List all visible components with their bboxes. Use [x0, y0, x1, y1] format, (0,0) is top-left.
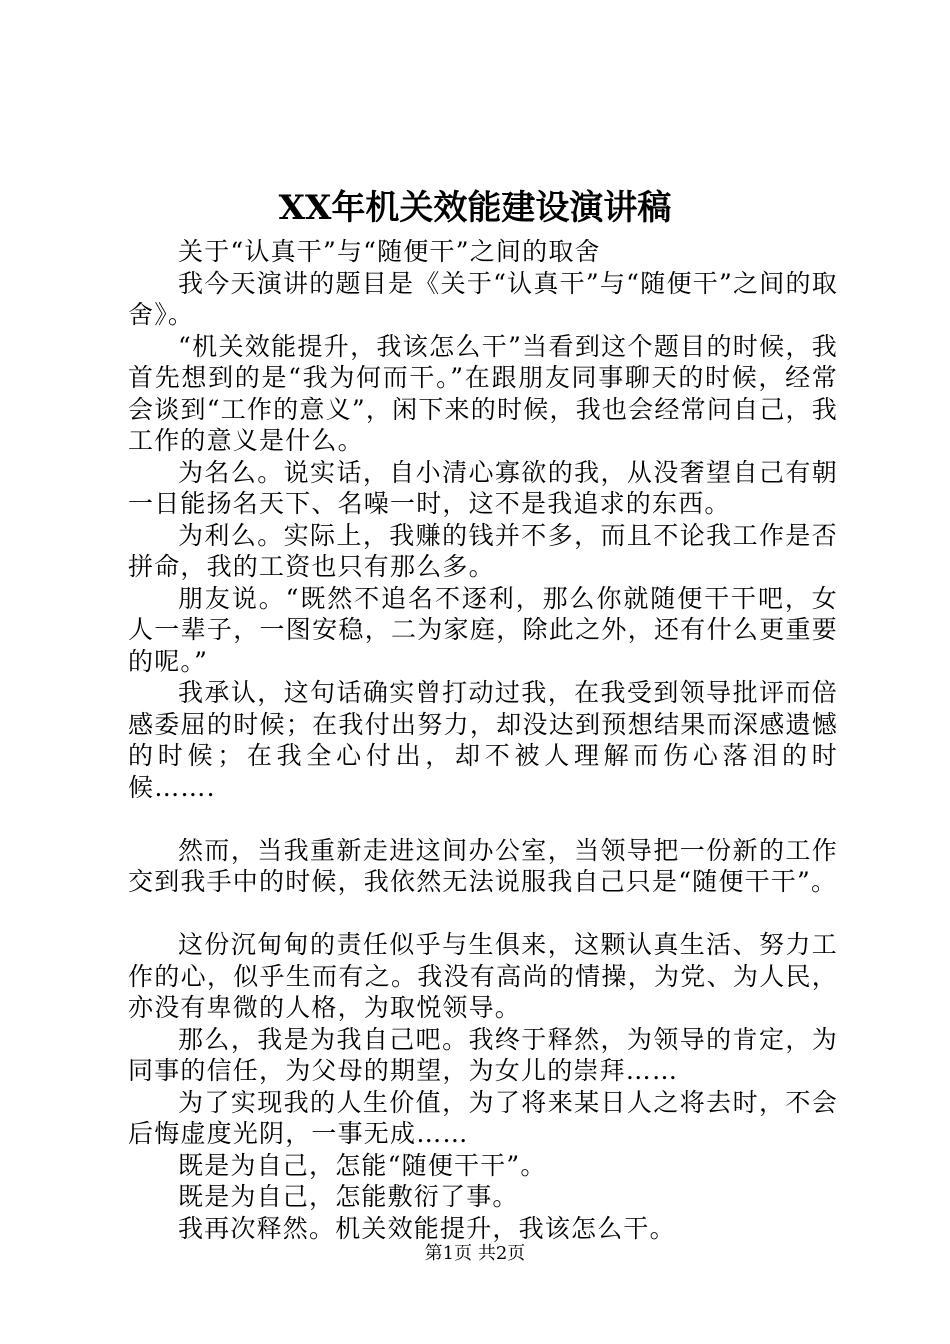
paragraph: 为利么。实际上，我赚的钱并不多，而且不论我工作是否拼命，我的工资也只有那么多。	[128, 520, 838, 581]
page-number-footer: 第1页 共2页	[424, 1243, 526, 1264]
paragraph: 然而，当我重新走进这间办公室，当领导把一份新的工作交到我手中的时候，我依然无法说服我自己只是“随便干干”。	[128, 835, 838, 896]
paragraph: 我再次释然。机关效能提升，我该怎么干。	[178, 1213, 676, 1243]
paragraph: 为了实现我的人生价值，为了将来某日人之将去时，不会后悔虚度光阴，一事无成……	[128, 1087, 838, 1148]
paragraph: “机关效能提升，我该怎么干”当看到这个题目的时候，我首先想到的是“我为何而干。”在跟朋友同事聊天的时候，经常会谈到“工作的意义”，闲下来的时候，我也会经常问自己，我工作的意义是什么。	[128, 331, 838, 455]
paragraph: 朋友说。“既然不追名不逐利，那么你就随便干干吧，女人一辈子，一图安稳，二为家庭，除此之外，还有什么更重要的呢。”	[128, 583, 838, 676]
paragraph: 既是为自己，怎能敷衍了事。	[178, 1182, 519, 1211]
paragraph: 那么，我是为我自己吧。我终于释然，为领导的肯定，为同事的信任，为父母的期望，为女儿的崇拜……	[128, 1024, 838, 1085]
paragraph: 为名么。说实话，自小清心寡欲的我，从没奢望自己有朝一日能扬名天下、名噪一时，这不是我追求的东西。	[128, 457, 838, 518]
paragraph: 我今天演讲的题目是《关于“认真干”与“随便干”之间的取舍》。	[128, 268, 838, 329]
paragraph: 既是为自己，怎能“随便干干”。	[178, 1150, 547, 1180]
document-title: XX年机关效能建设演讲稿	[278, 188, 672, 228]
document-body	[128, 236, 838, 1244]
paragraph: 这份沉甸甸的责任似乎与生俱来，这颗认真生活、努力工作的心，似乎生而有之。我没有高尚的情操，为党、为人民，亦没有卑微的人格，为取悦领导。	[128, 930, 838, 1022]
paragraph-subtitle: 关于“认真干”与“随便干”之间的取舍	[178, 237, 601, 266]
paragraph: 我承认，这句话确实曾打动过我，在我受到领导批评而倍感委屈的时候；在我付出努力，却没达到预想结果而深感遗憾的时候；在我全心付出，却不被人理解而伤心落泪的时候…….	[128, 678, 838, 802]
